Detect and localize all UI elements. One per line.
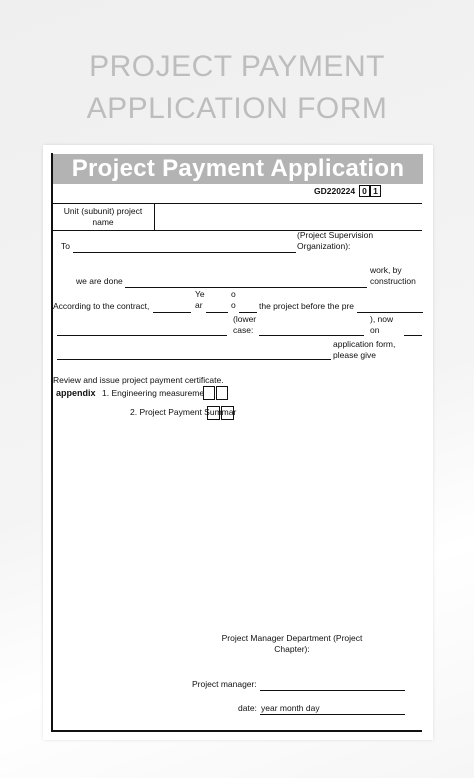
date-value: year month day [261,703,320,713]
appendix-item-1: 1. Engineering measureme [102,388,205,398]
month-field[interactable] [239,312,257,313]
appendix-item-2-box-2[interactable] [221,406,234,420]
appendix-label: appendix [56,388,96,398]
to-field[interactable] [73,252,296,253]
amount-upper-field[interactable] [57,335,227,336]
divider [53,203,422,204]
work-by-construction-label: work, by construction [370,265,416,286]
according-label: According to the contract, [53,301,150,311]
appendix-item-1-box-1[interactable] [203,386,215,400]
now-on-label: ), now on [370,314,394,335]
unit-divider [154,203,155,230]
application-field[interactable] [57,359,331,360]
appendix-item-1-box-2[interactable] [216,386,228,400]
pm-label: Project manager: [192,679,257,689]
appendix-item-2-box-1[interactable] [207,406,220,420]
date-label: date: [238,703,257,713]
year-label: Ye ar [195,289,205,310]
appendix-item-2: 2. Project Payment Summar [130,407,237,417]
before-field[interactable] [357,312,423,313]
o-label: o o [231,289,236,310]
year-field[interactable] [206,312,228,313]
work-field[interactable] [125,287,367,288]
pm-department-label: Project Manager Department (Project Chapter): [221,633,363,654]
project-before-label: the project before the pre [259,301,354,311]
to-label: To [61,241,70,251]
form-sheet [43,145,433,740]
review-text: Review and issue project payment certificate. [53,375,224,385]
unit-label: Unit (subunit) project name [63,206,143,227]
form-number-box-2: 1 [370,185,381,197]
now-on-field[interactable] [404,335,422,336]
contract-field[interactable] [153,312,191,313]
amount-lower-field[interactable] [259,335,364,336]
we-are-done-label: we are done [76,276,123,286]
page-title-line-1: PROJECT PAYMENT [89,50,385,83]
date-field[interactable] [260,714,405,715]
application-form-label: application form, please give [333,339,396,360]
pm-signature-field[interactable] [260,690,405,691]
form-number-box-1: 0 [359,185,370,197]
form-header: Project Payment Application [53,154,423,184]
supervision-label: (Project Supervision Organization): [297,230,374,251]
form-number: GD220224 [314,186,356,196]
lower-case-label: (lower case: [233,314,257,335]
page-title-line-2: APPLICATION FORM [86,92,388,125]
